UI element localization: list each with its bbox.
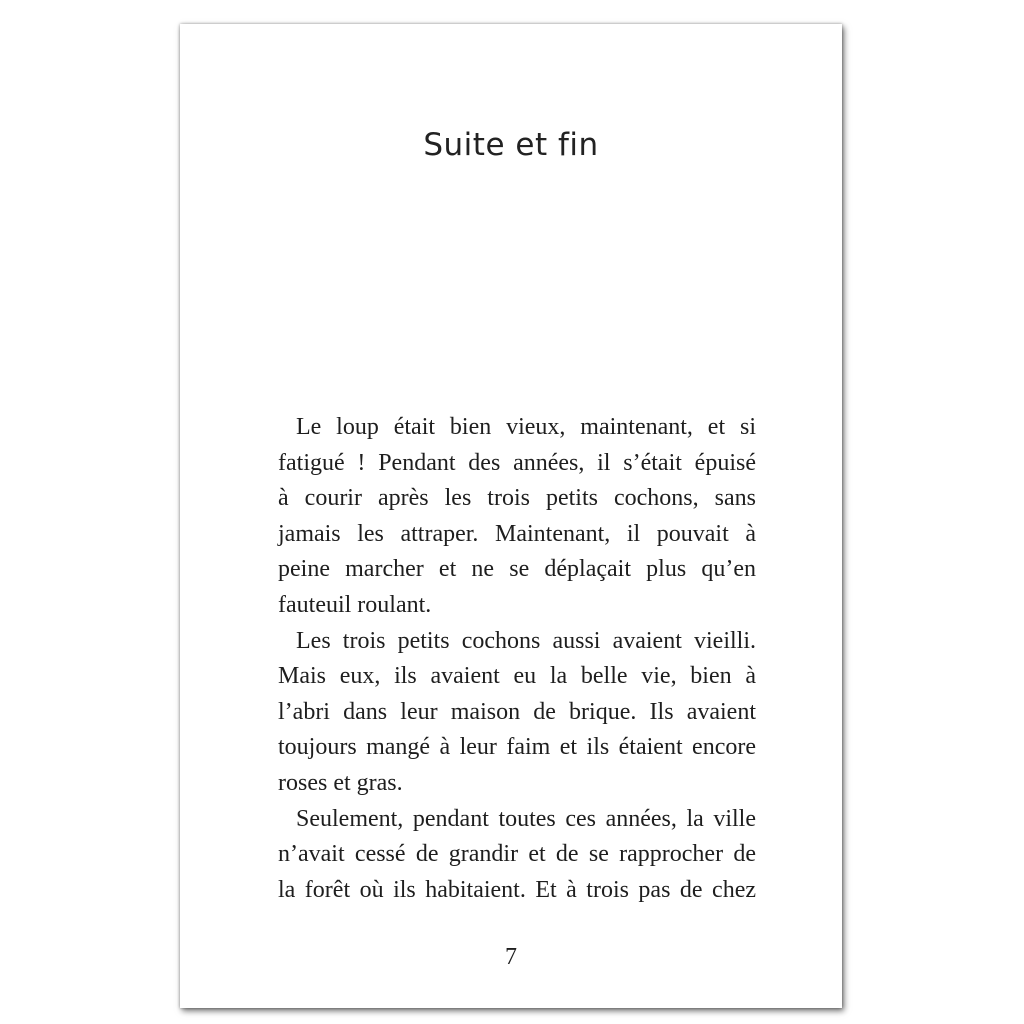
paragraph-1 (278, 410, 756, 624)
text-line: peine marcher et ne se déplaçait plus qu’en (278, 556, 756, 583)
text-line: fauteuil roulant. (278, 591, 432, 618)
text-line: la forêt où ils habitaient. Et à trois pas de chez (278, 876, 756, 903)
text-line: toujours mangé à leur faim et ils étaient encore (278, 734, 756, 761)
text-line: Mais eux, ils avaient eu la belle vie, bien à (278, 663, 756, 690)
text-line: à courir après les trois petits cochons, sans (278, 485, 756, 512)
chapter-title: Suite et fin (423, 127, 599, 163)
text-line: roses et gras. (278, 769, 403, 796)
text-line: Seulement, pendant toutes ces années, la ville (296, 805, 756, 832)
text-line: fatigué ! Pendant des années, il s’était épuisé (278, 449, 756, 476)
book-page (180, 24, 842, 1008)
body-text (278, 410, 756, 908)
paragraph-3 (278, 802, 756, 909)
text-line: Le loup était bien vieux, maintenant, et si (296, 414, 756, 440)
text-line: l’abri dans leur maison de brique. Ils avaient (278, 698, 756, 725)
text-line: n’avait cessé de grandir et de se rapprocher de (278, 841, 756, 868)
page-number: 7 (505, 944, 517, 970)
text-line: jamais les attraper. Maintenant, il pouvait à (278, 520, 756, 547)
text-line: Les trois petits cochons aussi avaient vieilli. (296, 627, 756, 654)
paragraph-2 (278, 624, 756, 802)
